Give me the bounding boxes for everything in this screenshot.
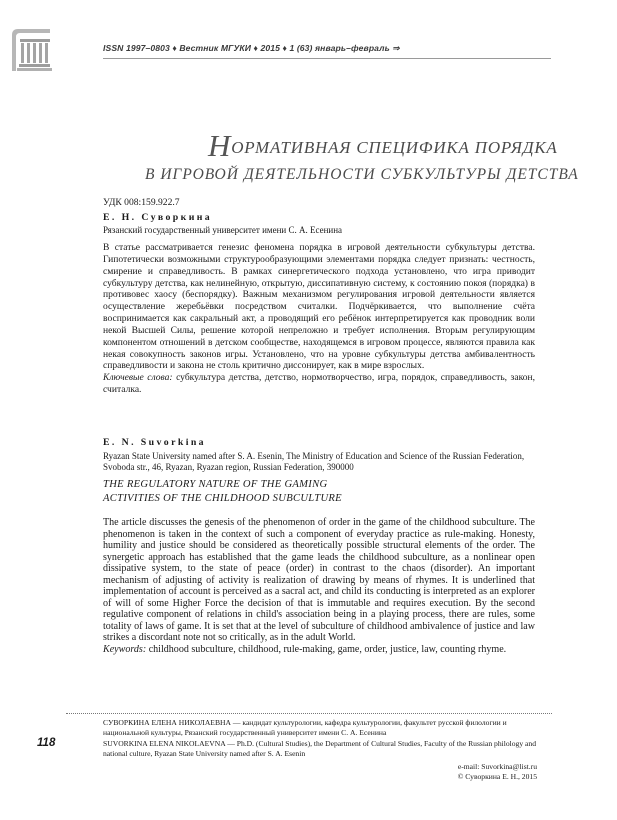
journal-logo (6, 27, 54, 73)
keywords-ru-label: Ключевые слова: (103, 372, 173, 384)
keywords-en-label: Keywords: (103, 644, 147, 656)
title-line-2: В ИГРОВОЙ ДЕЯТЕЛЬНОСТИ СУБКУЛЬТУРЫ ДЕТСТВА (145, 166, 579, 183)
title-en-line-1: THE REGULATORY NATURE OF THE GAMING (103, 479, 328, 490)
author-email: e-mail: Suvorkina@list.ru (457, 762, 537, 771)
title-initial: Н (208, 128, 232, 163)
footer-divider (66, 713, 552, 714)
author-bio-ru: СУВОРКИНА ЕЛЕНА НИКОЛАЕВНА — кандидат культурологии, кафедра культурологии, факультет русской филологии и национальной культуры, Рязанский государственный университет имени С. А. Есенина (103, 718, 507, 738)
affiliation-en: Ryazan State University named after S. A. Esenin, The Ministry of Education and Science of the Russian Federation, Svoboda str., 46, Ryazan, Ryazan region, Russian Federation, 390000 (103, 451, 525, 472)
abstract-en-text: The article discusses the genesis of the phenomenon of order in the game of the childhood subculture. The phenomenon is taken in the context of such a component of everyday practice as rule-making. Honesty, humility and justice should be considered as theoretically possible structural elements of the order. The synergetic approach has established that the game leads the childhood subculture, as a nonlinear open dissipative system, to the state of peace (order) in contrast to the chaos (disorder). An important mechanism of adjusting of activity is realization of drawing by means of rhymes. It is underlined that implementation of account is perceived as a sacral act, and child its conducting is interpreted as an explorer of will of some Higher Force the decision of that is immutable and requires execution. By the second regulative component of relations in child's association being in a playing process, there are rules, some totality of laws of game. It is set that at the level of subculture of childhood ambivalence of justice and law strikes a discordant note not so critically, as in the adult World. (103, 517, 535, 644)
article-title-ru (100, 128, 587, 186)
title-line-1-rest: ОРМАТИВНАЯ СПЕЦИФИКА ПОРЯДКА (231, 138, 558, 157)
abstract-en (103, 517, 535, 656)
author-en: E. N. Suvorkina (103, 437, 206, 448)
copyright: © Суворкина Е. Н., 2015 (457, 772, 537, 781)
title-line-1 (100, 128, 587, 163)
author-bio-en: SUVORKINA ELENA NIKOLAEVNA — Ph.D. (Cultural Studies), the Department of Cultural Studies, Faculty of the Russian philology and national culture, Ryazan State University named after S. A. Esenin (103, 739, 537, 759)
header-divider (103, 58, 551, 59)
keywords-ru: субкультура детства, детство, нормотворчество, игра, порядок, справедливость, закон, считалка. (103, 372, 535, 396)
abstract-ru-text: В статье рассматривается генезис феномена порядка в игровой деятельности субкультуры детства. Гипотетически возможными структурообразующими элементами порядка следует признать: честность, смирение и справедливость. В рамках синергетического подхода установлено, что игра приводит субкультуру детства, как нелинейную, открытую, диссипативную систему, к состоянию покоя (порядка) в противовес хаосу (беспорядку). Важным механизмом регулирования игровой деятельности является осуществление жеребьёвки посредством считалки. Подчёркивается, что выполнение счёта воспринимается как сакральный акт, а проводящий его ребёнок интерпретируется как проводник воли некой Высшей Силы, решение которой непреложно и требует исполнения. Вторым регулирующим компонентом отношений в детском сообществе, находящемся в игровом процессе, являются правила как некая совокупность законов игры. Установлено, что на уровне субкультуры детства амбивалентность справедливости и закона не столь критично диссонирует, как в мире взрослых. (103, 242, 535, 372)
article-title-en (103, 478, 342, 505)
keywords-en: childhood subculture, childhood, rule-making, game, order, justice, law, counting rhyme. (148, 644, 507, 656)
abstract-ru (103, 242, 535, 396)
udc-code: УДК 008:159.922.7 (103, 197, 180, 208)
title-en-line-2: ACTIVITIES OF THE CHILDHOOD SUBCULTURE (103, 492, 342, 504)
page-number: 118 (37, 737, 56, 749)
affiliation-ru: Рязанский государственный университет имени С. А. Есенина (103, 225, 343, 235)
journal-header: ISSN 1997–0803 ♦ Вестник МГУКИ ♦ 2015 ♦ 1 (63) январь–февраль ⇒ (103, 43, 400, 53)
author-ru: Е. Н. Суворкина (103, 212, 213, 223)
